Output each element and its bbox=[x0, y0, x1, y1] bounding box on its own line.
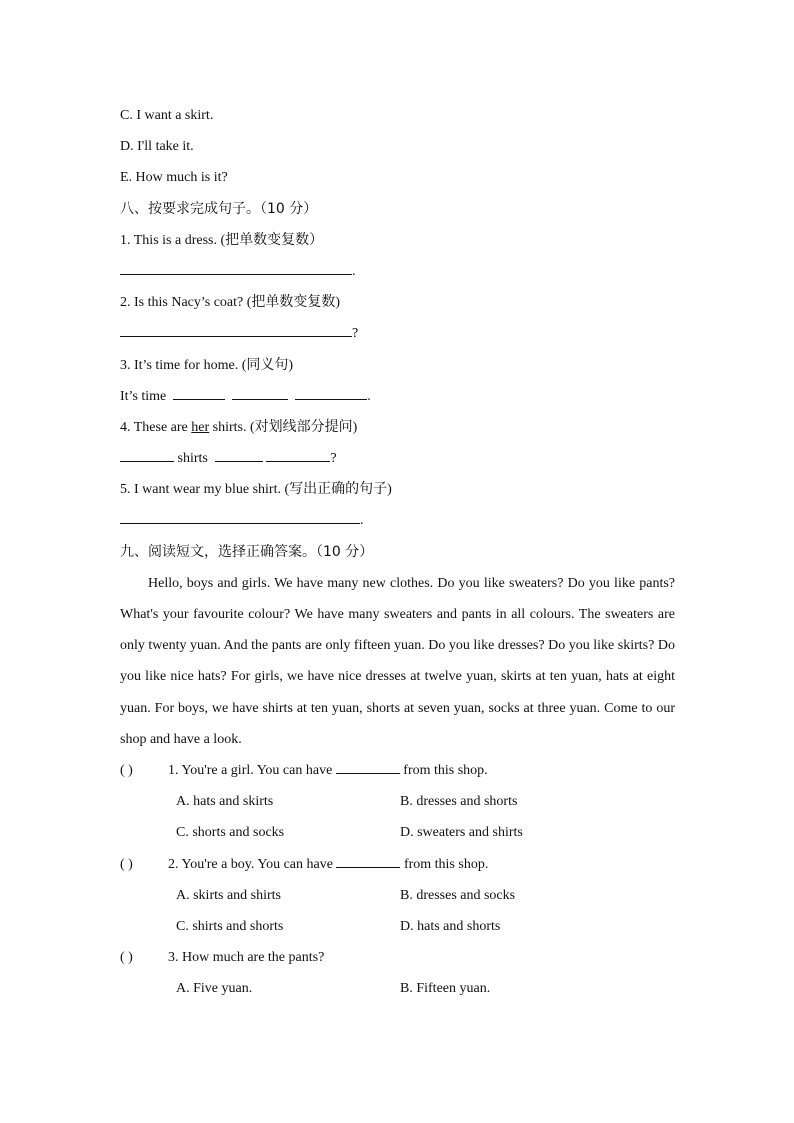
s8-question-5: 5. I want wear my blue shirt. (写出正确的句子) bbox=[120, 482, 392, 498]
s8-answer-1[interactable]: . bbox=[120, 256, 675, 287]
option-b[interactable]: B. Fifteen yuan. bbox=[400, 981, 491, 997]
answer-paren[interactable]: ( ) bbox=[120, 763, 133, 779]
s8-answer-2[interactable]: ? bbox=[120, 318, 675, 349]
option-c[interactable]: C. shorts and socks bbox=[176, 825, 285, 841]
underlined-word: her bbox=[191, 419, 210, 435]
s8-answer-3[interactable]: It’s time . bbox=[120, 381, 675, 412]
option-a[interactable]: A. hats and skirts bbox=[176, 794, 274, 810]
option-d: D. I'll take it. bbox=[120, 139, 194, 155]
s9-q2-options-row-1 bbox=[120, 880, 675, 911]
answer-blank[interactable] bbox=[173, 381, 225, 400]
answer-blank[interactable] bbox=[120, 505, 360, 524]
answer-blank[interactable] bbox=[295, 381, 367, 400]
answer-blank[interactable] bbox=[120, 256, 352, 275]
option-a[interactable]: A. Five yuan. bbox=[176, 981, 253, 997]
answer-blank bbox=[336, 755, 400, 774]
answer-blank bbox=[336, 849, 400, 868]
answer-blank[interactable] bbox=[215, 443, 263, 462]
option-e: E. How much is it? bbox=[120, 170, 228, 186]
answer-blank[interactable] bbox=[120, 443, 174, 462]
option-a[interactable]: A. skirts and shirts bbox=[176, 887, 281, 903]
option-b[interactable]: B. dresses and socks bbox=[400, 887, 516, 903]
answer-blank[interactable] bbox=[232, 381, 288, 400]
answer-blank[interactable] bbox=[266, 443, 330, 462]
s8-question-1: 1. This is a dress. (把单数变复数） bbox=[120, 232, 324, 248]
s9-q2-options-row-2 bbox=[120, 911, 675, 942]
answer-paren[interactable]: ( ) bbox=[120, 856, 133, 872]
s8-question-2: 2. Is this Nacy’s coat? (把单数变复数) bbox=[120, 295, 341, 311]
s9-q1-options-row-2 bbox=[120, 817, 675, 848]
option-d[interactable]: D. sweaters and shirts bbox=[400, 825, 523, 841]
option-b[interactable]: B. dresses and shorts bbox=[400, 794, 518, 810]
s8-question-3: 3. It’s time for home. (同义句) bbox=[120, 357, 294, 373]
s9-question-3: ( ) 3. How much are the pants? bbox=[120, 942, 675, 973]
s9-q1-options-row-1 bbox=[120, 786, 675, 817]
reading-passage: Hello, boys and girls. We have many new clothes. Do you like sweaters? Do you like pants? What's your favourite colour? We have many sweaters and pants in all colours. The sweaters are only twenty yuan. And the pants are only fifteen yuan. Do you like dresses? Do you like skirts? Do you like nice hats? For girls, we have nice dresses at twelve yuan, skirts at ten yuan, hats at eight yuan. For boys, we have shirts at ten yuan, shorts at seven yuan, socks at three yuan. Come to our shop and have a look. bbox=[120, 575, 675, 747]
answer-paren[interactable]: ( ) bbox=[120, 950, 133, 966]
option-c: C. I want a skirt. bbox=[120, 108, 214, 123]
section-8-heading: 八、按要求完成句子。（10 分） bbox=[120, 200, 318, 217]
s9-question-2: ( ) 2. You're a boy. You can have from this shop. bbox=[120, 849, 675, 880]
section-9-heading: 九、阅读短文，选择正确答案。（10 分） bbox=[120, 543, 374, 560]
s9-q3-options-row-1 bbox=[120, 973, 675, 1004]
s9-question-1: ( ) 1. You're a girl. You can have from this shop. bbox=[120, 755, 675, 786]
answer-blank[interactable] bbox=[120, 318, 352, 337]
s8-question-4: 4. These are her shirts. (对划线部分提问) bbox=[120, 419, 358, 435]
option-c[interactable]: C. shirts and shorts bbox=[176, 918, 284, 934]
worksheet-page bbox=[120, 100, 675, 1005]
s8-answer-5[interactable]: . bbox=[120, 505, 675, 536]
option-d[interactable]: D. hats and shorts bbox=[400, 918, 501, 934]
s8-answer-4[interactable]: shirts ? bbox=[120, 443, 675, 474]
